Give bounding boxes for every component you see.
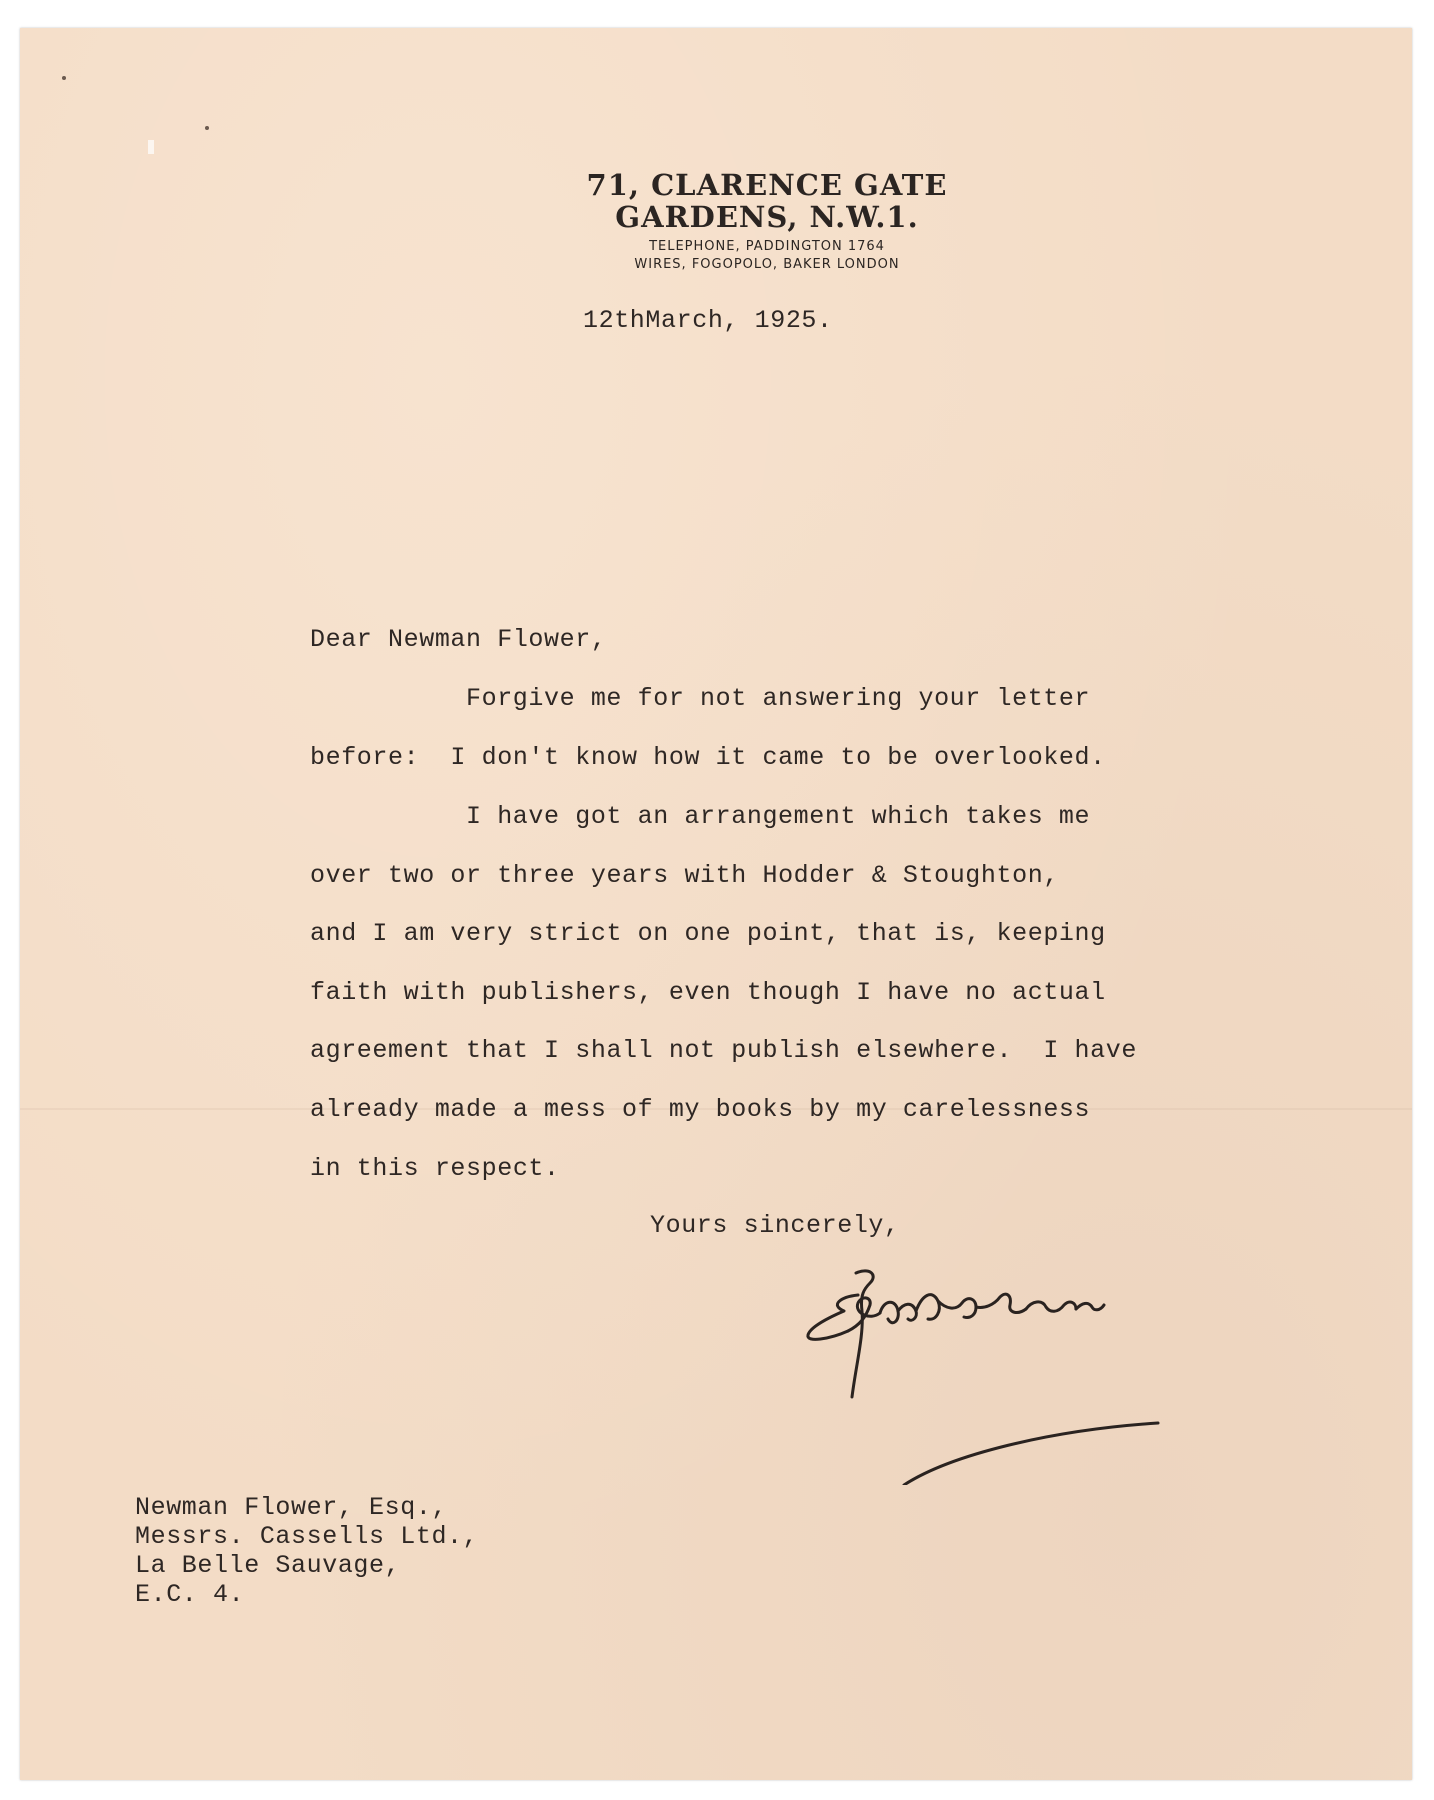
handwritten-signature xyxy=(800,1255,1200,1485)
paper-mark xyxy=(148,140,154,154)
letterhead-wires: WIRES, FOGOPOLO, BAKER LONDON xyxy=(634,257,900,272)
body-line: and I am very strict on one point, that is, keeping xyxy=(310,919,1106,948)
letterhead-telephone: TELEPHONE, PADDINGTON 1764 xyxy=(649,239,885,254)
recipient-company: Messrs. Cassells Ltd., xyxy=(135,1522,479,1551)
recipient-street: La Belle Sauvage, xyxy=(135,1551,401,1580)
body-line: faith with publishers, even though I have no actual xyxy=(310,978,1106,1007)
recipient-name: Newman Flower, Esq., xyxy=(135,1493,448,1522)
body-line: agreement that I shall not publish elsewhere. I have xyxy=(310,1036,1137,1065)
body-line: before: I don't know how it came to be overlooked. xyxy=(310,743,1106,772)
letter-date: 12thMarch, 1925. xyxy=(583,306,833,335)
paper-speck xyxy=(205,126,209,130)
recipient-district: E.C. 4. xyxy=(135,1580,245,1609)
body-line: Forgive me for not answering your letter xyxy=(466,684,1091,713)
salutation: Dear Newman Flower, xyxy=(310,625,607,654)
body-line: in this respect. xyxy=(310,1154,560,1183)
letterhead-address-line1: 71, CLARENCE GATE xyxy=(586,168,948,202)
body-line: over two or three years with Hodder & Stoughton, xyxy=(310,861,1059,890)
closing: Yours sincerely, xyxy=(650,1211,900,1240)
letterhead-address-line2: GARDENS, N.W.1. xyxy=(615,200,919,234)
body-line: I have got an arrangement which takes me xyxy=(466,802,1091,831)
paper-speck xyxy=(62,76,66,80)
body-line: already made a mess of my books by my carelessness xyxy=(310,1095,1091,1124)
